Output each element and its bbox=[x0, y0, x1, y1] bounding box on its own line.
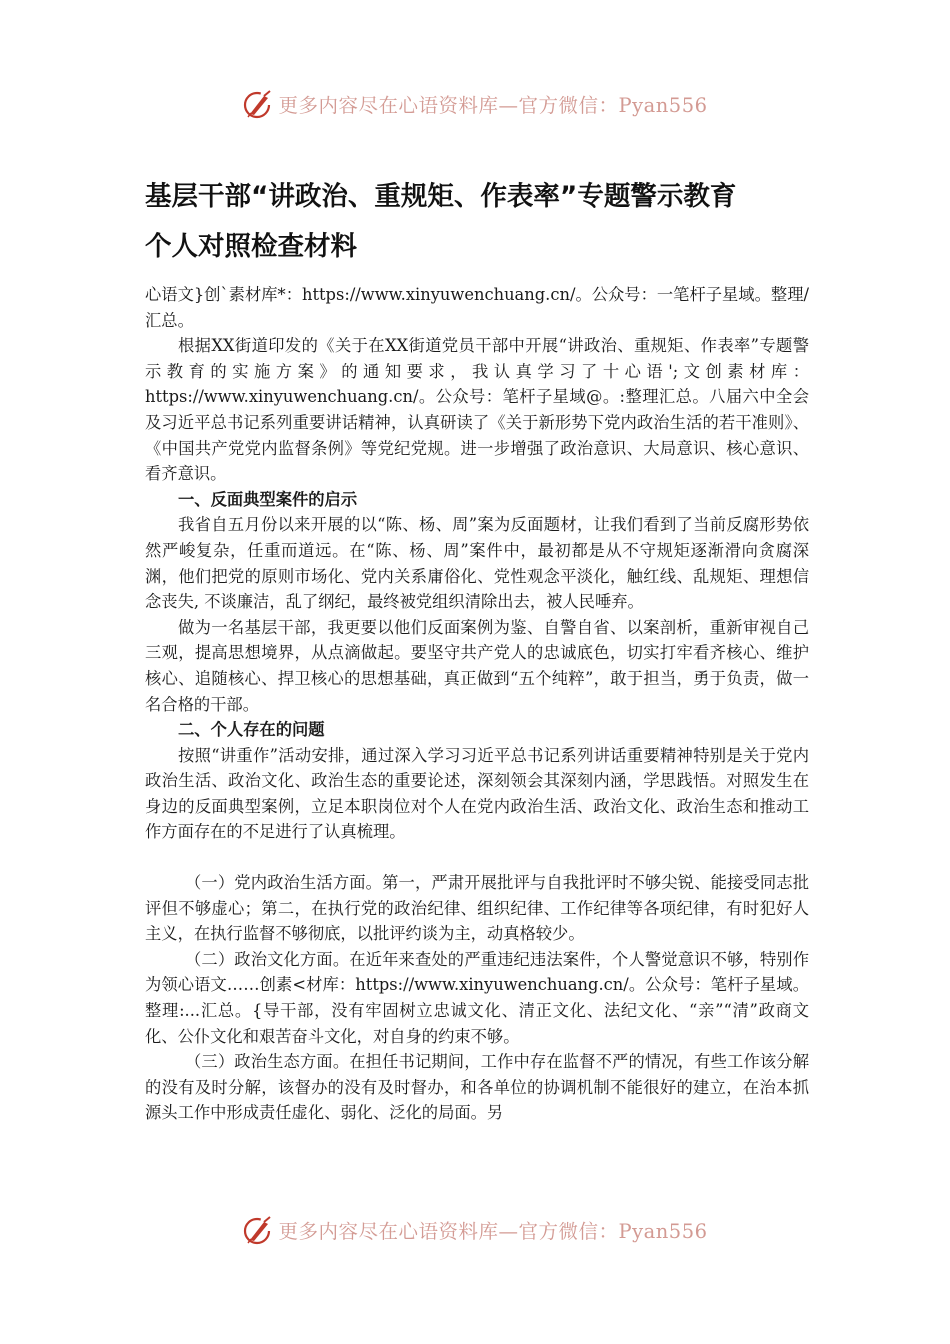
document-title bbox=[145, 172, 825, 272]
document-body bbox=[145, 282, 809, 1126]
title-line-2: 个人对照检查材料 bbox=[145, 231, 357, 262]
paragraph: 按照“讲重作”活动安排，通过深入学习习近平总书记系列讲话重要精神特别是关于党内政治生活、政治文化、政治生态的重要论述，深刻领会其深刻内涵，学思践悟。对照发生在身边的反面典型案例，立足本职岗位对个人在党内政治生活、政治文化、政治生态和推动工作方面存在的不足进行了认真梳理。 bbox=[145, 745, 809, 842]
section-heading-1: 一、反面典型案件的启示 bbox=[178, 489, 358, 509]
paragraph-item-3: （三）政治生态方面。在担任书记期间，工作中存在监督不严的情况，有些工作该分解的没有及时分解，该督办的没有及时督办，和各单位的协调机制不能很好的建立，在治本抓源头工作中形成责任虚化、弱化、泛化的局面。另 bbox=[145, 1052, 809, 1123]
section-heading-2: 二、个人存在的问题 bbox=[178, 720, 325, 740]
paragraph-item-1: （一）党内政治生活方面。第一，严肃开展批评与自我批评时不够尖锐、能接受同志批评但不够虚心；第二，在执行党的政治纪律、组织纪律、工作纪律等各项纪律，有时犯好人主义，在执行监督不够彻底，以批评约谈为主，动真格较少。 bbox=[145, 873, 809, 944]
banner-text: 更多内容尽在心语资料库—官方微信：Pyan556 bbox=[278, 94, 708, 117]
paragraph-item-2: （二）政治文化方面。在近年来查处的严重违纪违法案件，个人警觉意识不够，特别作为领心语文……创素<材库：https://www.xinyuwenchuang.cn/。公众号：笔杆子星域。整理:...汇总。{导干部，没有牢固树立忠诚文化、清正文化、法纪文化、“亲”“清”政商文化、公仆文化和艰苦奋斗文化，对自身的约束不够。 bbox=[145, 949, 809, 1046]
title-line-1: 基层干部“讲政治、重规矩、作表率”专题警示教育 bbox=[145, 181, 737, 212]
paragraph-intro: 根据XX街道印发的《关于在XX街道党员干部中开展“讲政治、重规矩、作表率”专题警示教育的实施方案》的通知要求，我认真学习了十心语';文创素材库：https://www.xinyuwenchuang.cn/。公众号：笔杆子星域@。:整理汇总。八届六中全会及习近平总书记系列重要讲话精神，认真研读了《关于新形势下党内政治生活的若干准则》、《中国共产党党内监督条例》等党纪党规。进一步增强了政治意识、大局意识、核心意识、看齐意识。 bbox=[145, 336, 809, 484]
header-banner bbox=[0, 82, 950, 126]
pen-quill-logo-icon bbox=[242, 88, 274, 120]
paragraph-source: 心语文}创`素材库*：https://www.xinyuwenchuang.cn/。公众号：一笔杆子星域。整理/汇总。 bbox=[145, 285, 809, 330]
banner-text: 更多内容尽在心语资料库—官方微信：Pyan556 bbox=[278, 1220, 708, 1243]
paragraph: 做为一名基层干部，我更要以他们反面案例为鉴、自警自省、以案剖析，重新审视自己三观，提高思想境界，从点滴做起。要坚守共产党人的忠诚底色，切实打牢看齐核心、维护核心、追随核心、捍卫核心的思想基础，真正做到“五个纯粹”，敢于担当，勇于负责，做一名合格的干部。 bbox=[145, 617, 809, 714]
footer-banner bbox=[0, 1208, 950, 1252]
spacer bbox=[145, 845, 809, 870]
paragraph: 我省自五月份以来开展的以“陈、杨、周”案为反面题材，让我们看到了当前反腐形势依然严峻复杂，任重而道远。在“陈、杨、周”案件中，最初都是从不守规矩逐渐滑向贪腐深渊，他们把党的原则市场化、党内关系庸俗化、党性观念平淡化，触红线、乱规矩、理想信念丧失, 不谈廉洁，乱了纲纪，最终被党组织清除出去，被人民唾弃。 bbox=[145, 515, 809, 612]
pen-quill-logo-icon bbox=[242, 1214, 274, 1246]
